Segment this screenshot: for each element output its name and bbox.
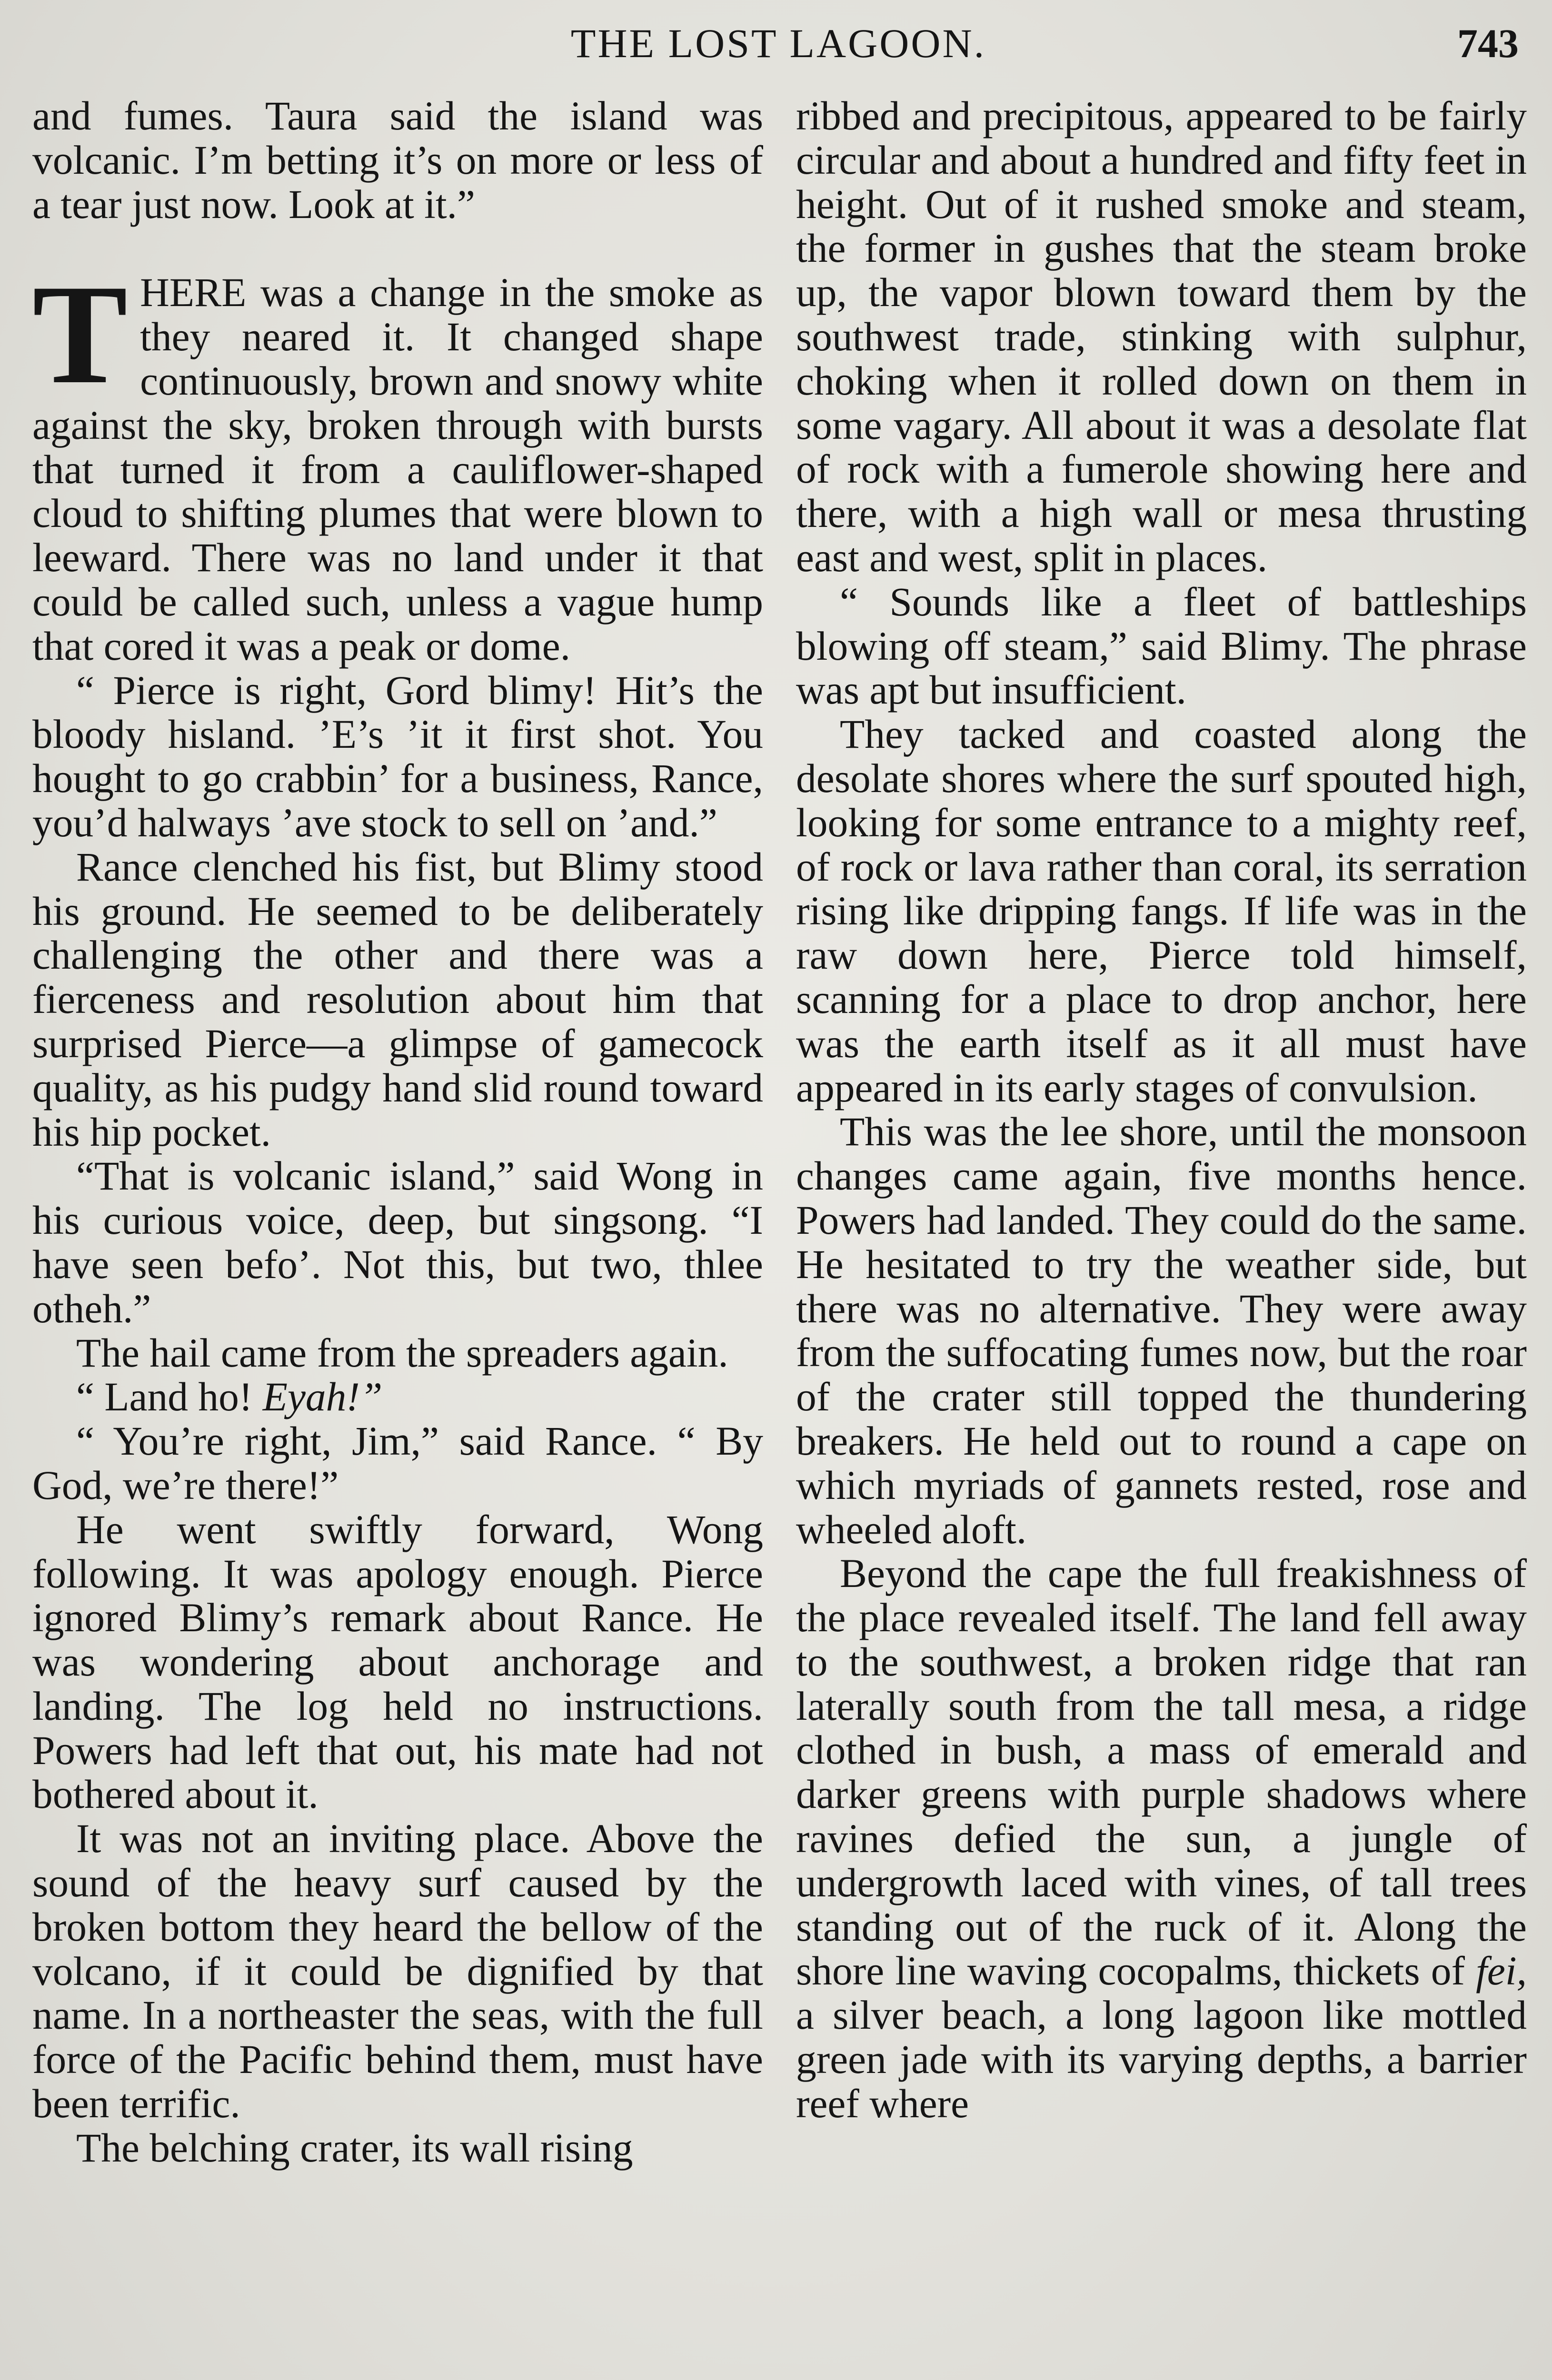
running-title: THE LOST LAGOON. [570,20,986,66]
paragraph-text: Beyond the cape the full freakishness of the place revealed itself. The land fell away to the southwest, a broken ridge that ran laterally south from the tall mesa, a ridge clothed in bush, a mass of emerald and darker greens with purple shadows where ravines defied the sun, a jungle of undergrowth laced with vines, of tall trees standing out of the ruck of it. Along the shore line waving cocopalms, thickets of [796,1551,1527,1994]
paragraph: This was the lee shore, until the monsoon changes came again, five months hence. Powers had landed. They could do the same. He hesitated to try the weather side, but there was no alternative. They were away from the suffocating fumes now, but the roar of the crater still topped the thundering breakers. He held out to round a cape on which myriads of gannets rested, rose and wheeled aloft. [796,1110,1527,1552]
paragraph: The hail came from the spreaders again. [76,1330,728,1376]
paragraph-text: HERE was a change in the smoke as they neared it. It changed shape continuously, brown and snowy white against the sky, broken through with bursts that turned it from a cauliflower-shaped cloud to shifting plumes that were blown to leeward. There was no land under it that could be called such, unless a vague hump that cored it was a peak or dome. [32,270,763,669]
paragraph: Rance clenched his fist, but Blimy stood his ground. He seemed to be deliberately challenging the other and there was a fierceness and resolution about him that surprised Pierce—a glimpse of gamecock quality, as his pudgy hand slid round toward his hip pocket. [32,844,763,1155]
paragraph: It was not an inviting place. Above the sound of the heavy surf caused by the broken bottom they heard the bellow of the volcano, if it could be dignified by that name. In a northeaster the seas, with the full force of the Pacific behind them, must have been terrific. [32,1816,763,2127]
paragraph-text: a silver beach, a long lagoon like mottled green jade with its varying depths, a barrier reef where [796,1993,1527,2126]
paragraph: “ You’re right, Jim,” said Rance. “ By God, we’re there!” [32,1419,763,1508]
paragraph: “ Pierce is right, Gord blimy! Hit’s the bloody hisland. ’E’s ’it it first shot. You hought to go crabbin’ for a business, Rance, you’d halways ’ave stock to sell on ’and.” [32,668,763,845]
right-column [796,94,1527,2126]
paragraph: The belching crater, its wall rising [76,2125,633,2171]
italic-text: fei, [1476,1949,1527,1994]
paragraph: ribbed and precipitous, appeared to be fairly circular and about a hundred and fifty feet in height. Out of it rushed smoke and steam, the former in gushes that the steam broke up, the vapor blown toward them by the southwest trade, stinking with sulphur, choking when it rolled down on them in some vagary. All about it was a desolate flat of rock with a fumerole showing here and there, with a high wall or mesa thrusting east and west, split in places. [796,94,1527,580]
paragraph [796,1552,1527,2126]
left-column [32,94,763,2171]
italic-text: Eyah!” [262,1375,383,1420]
page-header [33,13,1523,70]
paragraph-with-dropcap [32,255,763,669]
paragraph: and fumes. Taura said the island was volcanic. I’m betting it’s on more or less of a tear just now. Look at it.” [32,94,763,227]
paragraph-text: “ Land ho! [76,1375,263,1420]
paragraph: “That is volcanic island,” said Wong in his curious voice, deep, but singsong. “I have seen befo’. Not this, but two, thlee otheh.” [32,1154,763,1331]
paragraph [32,1375,763,1419]
paragraph: He went swiftly forward, Wong following. It was apology enough. Pierce ignored Blimy’s remark about Rance. He was wondering about anchorage and landing. The log held no instructions. Powers had left that out, his mate had not bothered about it. [32,1507,763,1817]
page-number: 743 [1457,20,1519,66]
paragraph: “ Sounds like a fleet of battleships blowing off steam,” said Blimy. The phrase was apt but insufficient. [796,579,1527,713]
paragraph: They tacked and coasted along the desolate shores where the surf spouted high, looking for some entrance to a mighty reef, of rock or lava rather than coral, its serration rising like dripping fangs. If life was in the raw down here, Pierce told himself, scanning for a place to drop anchor, here was the earth itself as it all must have appeared in its early stages of convulsion. [796,712,1527,1111]
drop-cap: T [32,255,128,414]
